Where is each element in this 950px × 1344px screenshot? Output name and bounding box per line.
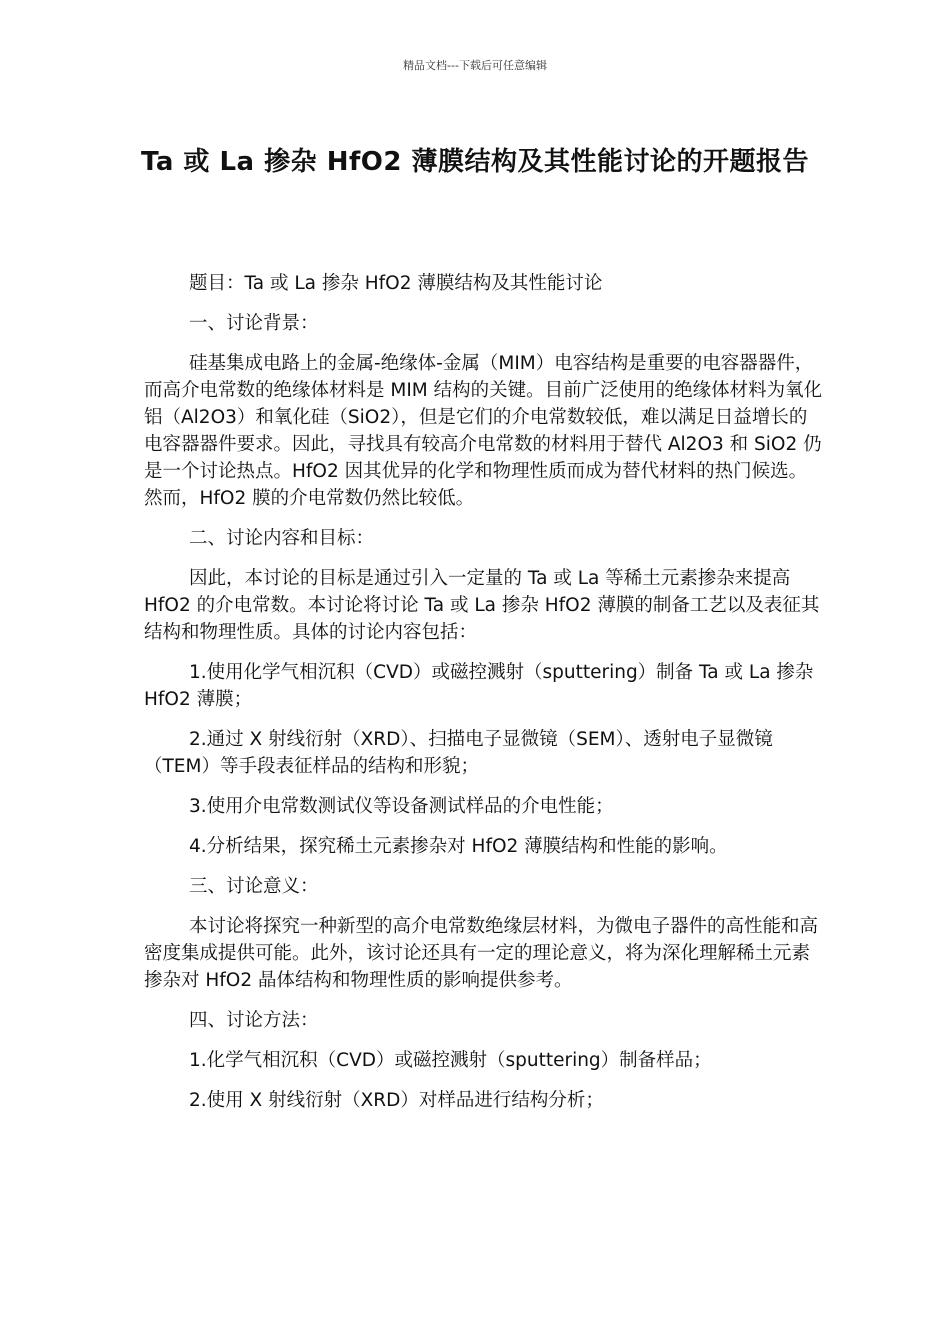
method-item-1: 1.化学气相沉积（CVD）或磁控溅射（sputtering）制备样品；	[189, 1050, 712, 1071]
section-heading-methods: 四、讨论方法：	[189, 1010, 319, 1031]
document-title: Ta 或 La 掺杂 HfO2 薄膜结构及其性能讨论的开题报告	[140, 147, 810, 177]
document-body	[144, 270, 824, 1127]
content-item-3: 3.使用介电常数测试仪等设备测试样品的介电性能；	[189, 796, 614, 817]
significance-paragraph: 本讨论将探究一种新型的高介电常数绝缘层材料，为微电子器件的高性能和高密度集成提供可能。此外，该讨论还具有一定的理论意义，将为深化理解稀土元素掺杂对 HfO2 晶体结构和物理性质的影响提供参考。	[144, 916, 819, 991]
content-item-1: 1.使用化学气相沉积（CVD）或磁控溅射（sputtering）制备 Ta 或 La 掺杂 HfO2 薄膜；	[144, 662, 814, 710]
page-header: 精品文档---下载后可任意编辑	[403, 59, 547, 72]
background-paragraph: 硅基集成电路上的金属-绝缘体-金属（MIM）电容结构是重要的电容器器件，而高介电常数的绝缘体材料是 MIM 结构的关键。目前广泛使用的绝缘体材料为氧化铝（Al2O3）和氧化硅（SiO2），但是它们的介电常数较低，难以满足日益增长的电容器器件要求。因此，寻找具有较高介电常数的材料用于替代 Al2O3 和 SiO2 仍是一个讨论热点。HfO2 因其优异的化学和物理性质而成为替代材料的热门候选。然而，HfO2 膜的介电常数仍然比较低。	[144, 353, 823, 509]
section-heading-content-goals: 二、讨论内容和目标：	[189, 528, 375, 549]
content-item-2: 2.通过 X 射线衍射（XRD）、扫描电子显微镜（SEM）、透射电子显微镜（TEM）等手段表征样品的结构和形貌；	[144, 729, 773, 777]
method-item-2: 2.使用 X 射线衍射（XRD）对样品进行结构分析；	[189, 1090, 604, 1111]
topic-line: 题目：Ta 或 La 掺杂 HfO2 薄膜结构及其性能讨论	[189, 273, 603, 294]
section-heading-background: 一、讨论背景：	[189, 313, 319, 334]
goals-paragraph: 因此，本讨论的目标是通过引入一定量的 Ta 或 La 等稀土元素掺杂来提高 HfO2 的介电常数。本讨论将讨论 Ta 或 La 掺杂 HfO2 薄膜的制备工艺以及表征其结构和物理性质。具体的讨论内容包括：	[144, 568, 820, 643]
section-heading-significance: 三、讨论意义：	[189, 876, 319, 897]
content-item-4: 4.分析结果，探究稀土元素掺杂对 HfO2 薄膜结构和性能的影响。	[189, 836, 728, 857]
